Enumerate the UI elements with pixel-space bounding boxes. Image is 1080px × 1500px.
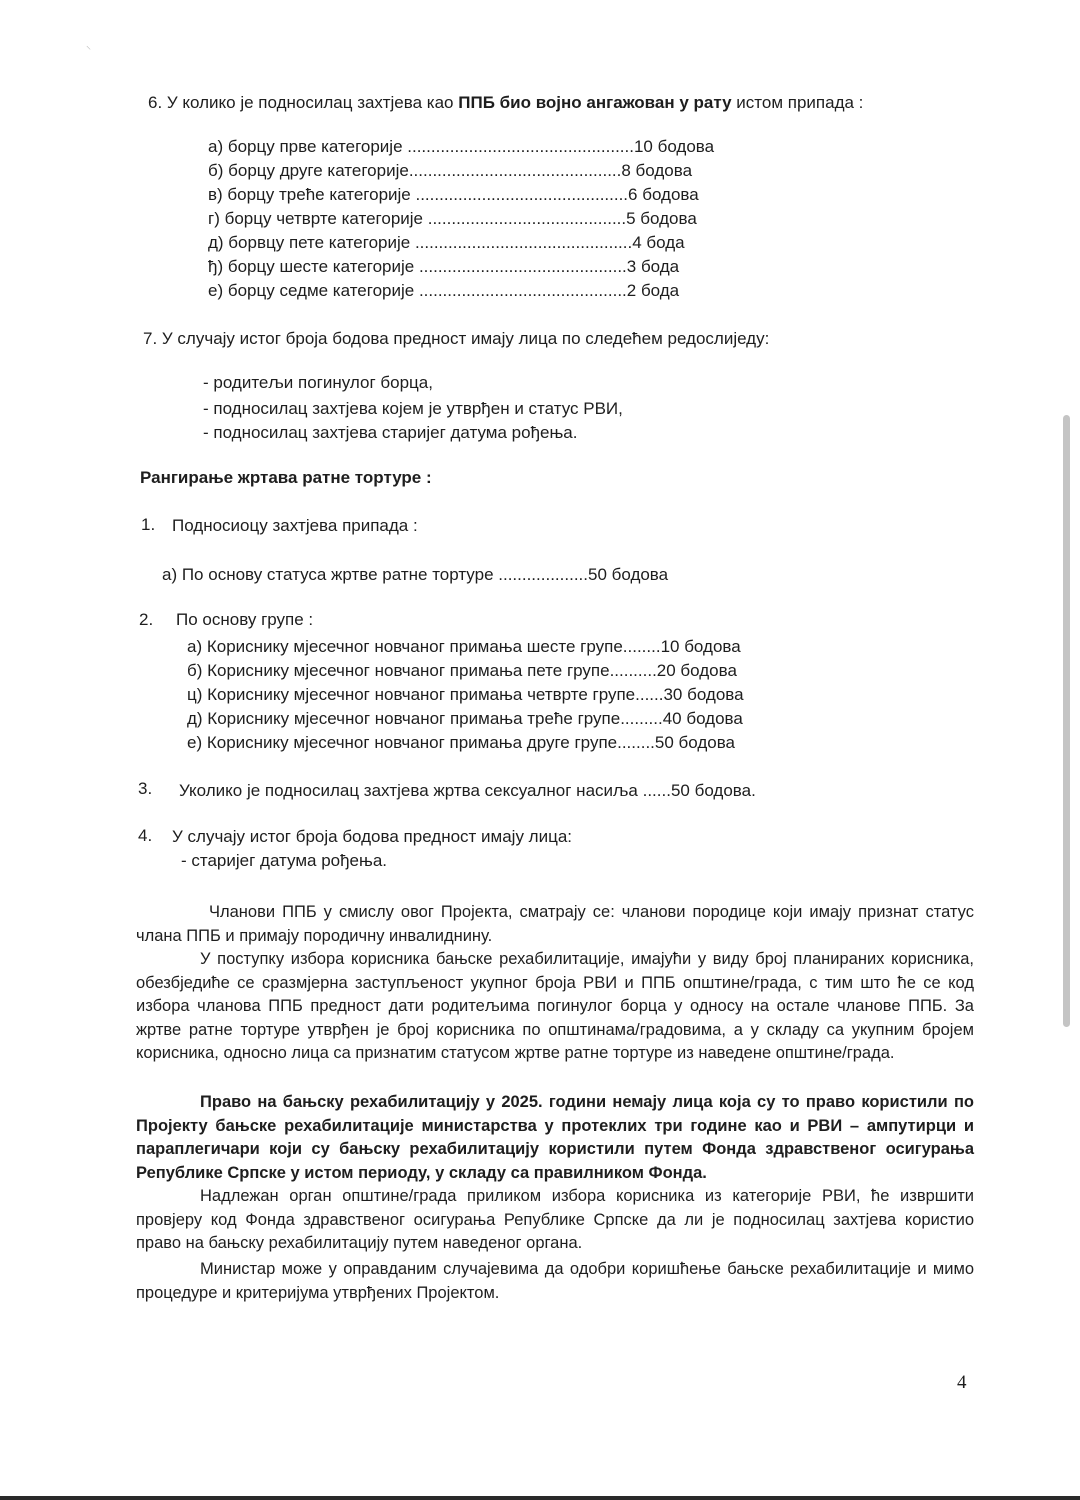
torture-p4-number: 4. [138, 826, 153, 845]
torture-p3-number: 3. [138, 779, 153, 798]
torture-p2-item: б) Кориснику мјесечног новчаног примања пете групе..........20 бодова [187, 661, 737, 680]
torture-p4-item: - старијег датума рођења. [181, 851, 388, 870]
torture-p3-text: Уколико је подносилац захтјева жртва сексуалног насиља ......50 бодова. [179, 781, 756, 800]
torture-p2-item: е) Кориснику мјесечног новчаног примања друге групе........50 бодова [187, 733, 736, 752]
paragraph-selection: У поступку избора корисника бањске рехабилитације, имајући у виду број планираних корисника, обезбједиће се сразмјерна заступљеност укупног броја РВИ и ППБ општине/града, с тим што ће се код избора чланова ППБ предност дати родитељима погинулог борца у односу на остале чланове ППБ. За жртве ратне тортуре утврђен је број корисника по општинама/градовима, а у складу са укупним бројем корисника, односно лица са признатим статусом жртве ратне тортуре из наведене општине/града. [136, 950, 974, 1062]
torture-p4-text: У случају истог броја бодова предност имају лица: [172, 827, 573, 846]
torture-p1-number: 1. [141, 515, 156, 534]
section6-item: б) борцу друге категорије.............................................8 бодова [208, 161, 693, 180]
torture-p2-number: 2. [139, 610, 154, 629]
scrollbar-thumb[interactable] [1063, 415, 1070, 1027]
page-number: 4 [957, 1372, 967, 1393]
section6-item: е) борцу седме категорије ............................................2 бода [208, 281, 680, 300]
section6-item: г) борцу четврте категорије ..........................................5 бодова [208, 209, 697, 228]
section6-intro-text: 6. У колико је подносилац захтјева као [148, 93, 454, 112]
section7-intro: 7. У случају истог броја бодова предност имају лица по следећем редослиједу: [143, 329, 770, 348]
section6-item: в) борцу треће категорије .............................................6 бодова [208, 185, 699, 204]
torture-heading: Рангирање жртава ратне тортуре : [140, 468, 432, 487]
section6-intro-bold: ППБ био војно ангажован у рату [458, 93, 732, 112]
section6-item: а) борцу прве категорије ................................................10 бодова [208, 137, 715, 156]
section6-intro [148, 92, 863, 114]
section6-item: д) борвцу пете категорије ..............................................4 бода [208, 233, 685, 252]
section6-intro-end: истом припада : [736, 93, 864, 112]
section7-item: - подносилац захтјева којем је утврђен и статус РВИ, [203, 399, 623, 418]
torture-p2-item: ц) Кориснику мјесечног новчаног примања четврте групе......30 бодова [187, 685, 744, 704]
section6-item: ђ) борцу шесте категорије ............................................3 бода [208, 257, 680, 276]
section7-item: - подносилац захтјева старијег датума рођења. [203, 423, 578, 442]
paragraph-minister: Министар може у оправданим случајевима да одобри коришћење бањске рехабилитације и мимо процедуре и критеријума утврђених Пројектом. [136, 1260, 974, 1302]
paragraph-verification: Надлежан орган општине/града приликом избора корисника из категорије РВИ, ће извршити провјеру код Фонда здравственог осигурања Републике Српске да ли је подносилац захтјева користио право на бањску рехабилитацију путем наведеног органа. [136, 1187, 974, 1252]
torture-p2-text: По основу групе : [176, 610, 314, 629]
torture-p1-item: а) По основу статуса жртве ратне тортуре ...................50 бодова [162, 565, 669, 584]
paragraph-right-exclusion: Право на бањску рехабилитацију у 2025. години немају лица која су то право користили по Пројекту бањске рехабилитације министарства у протеклих три године као и РВИ – ампутирци и параплегичари који су бањску рехабилитацију користили путем Фонда здравственог осигурања Републике Српске у истом периоду, у складу са правилником Фонда. [136, 1093, 974, 1182]
scan-speck: ⸌ [86, 45, 91, 56]
paragraph-members: Чланови ППБ у смислу овог Пројекта, сматрају се: чланови породице који имају признат статус члана ППБ и примају породичну инвалиднину. [136, 903, 974, 945]
section7-item: - родитељи погинулог борца, [203, 373, 433, 392]
bottom-frame-edge [0, 1496, 1080, 1500]
torture-p2-item: д) Кориснику мјесечног новчаног примања треће групе.........40 бодова [187, 709, 743, 728]
torture-p1-text: Подносиоцу захтјева припада : [172, 516, 418, 535]
torture-p2-item: а) Кориснику мјесечног новчаног примања шесте групе........10 бодова [187, 637, 741, 656]
